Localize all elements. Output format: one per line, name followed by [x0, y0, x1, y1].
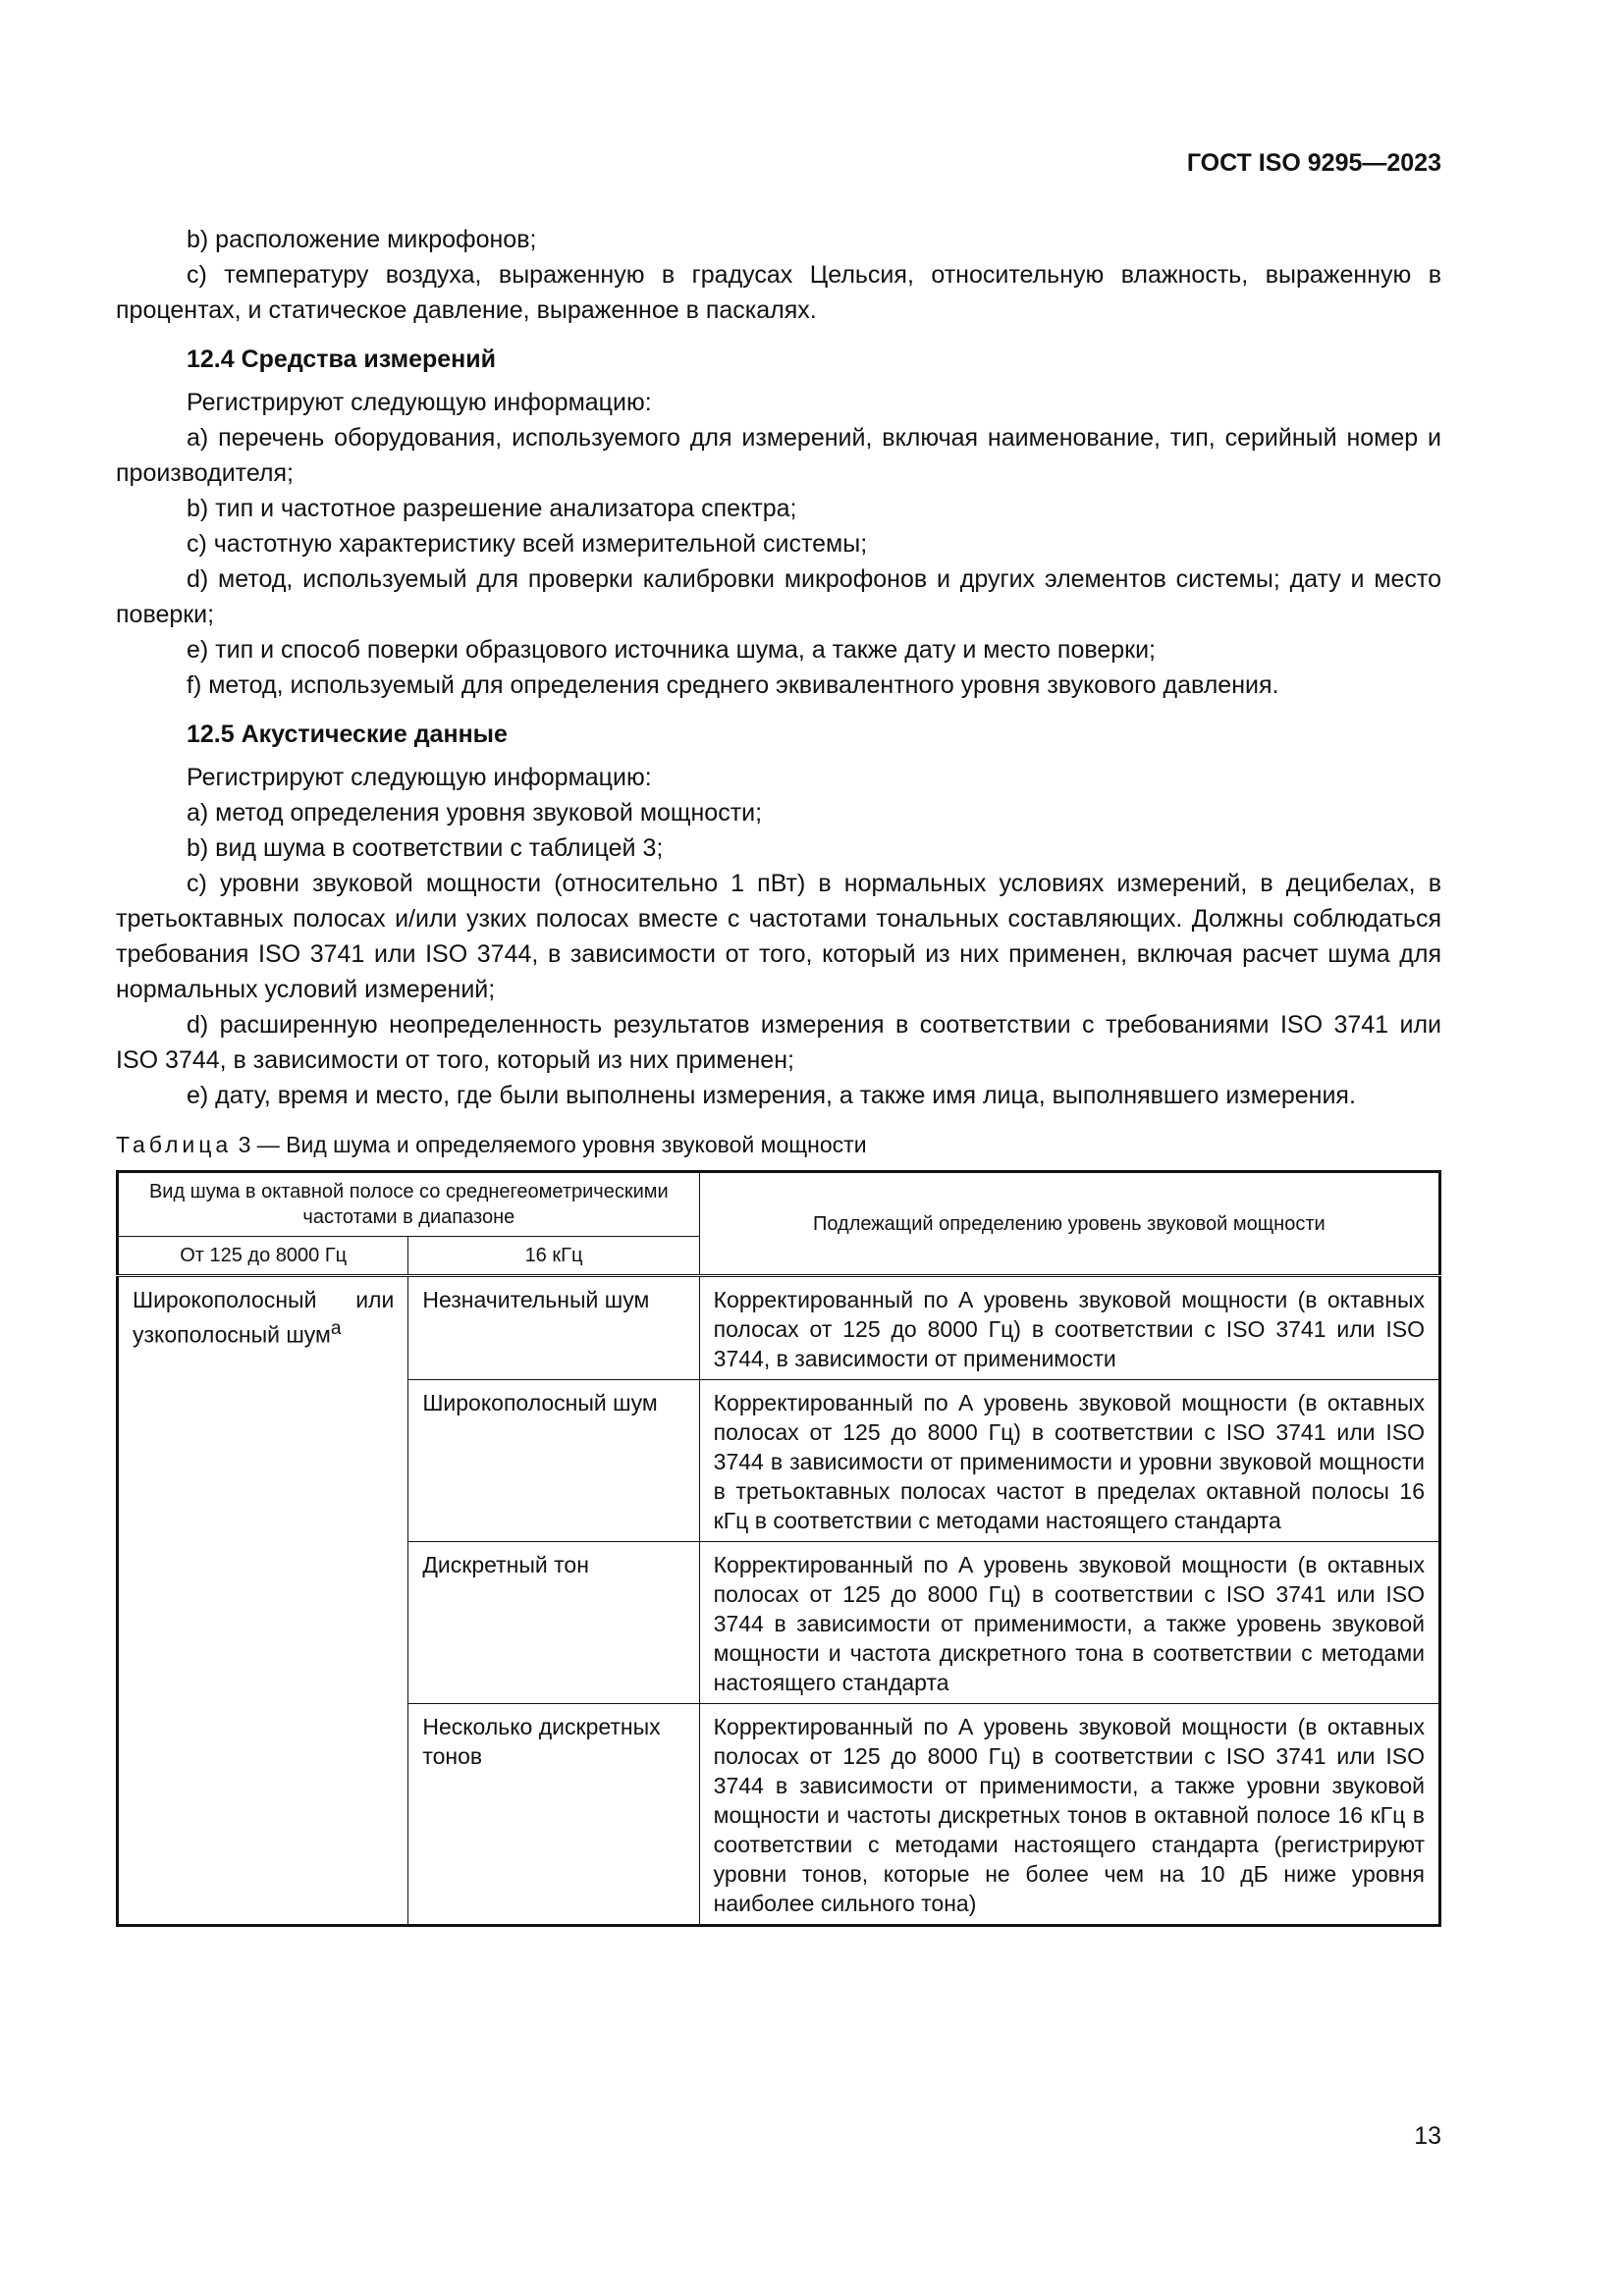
list-item: b) расположение микрофонов; [187, 226, 537, 253]
document-body [116, 222, 1441, 1927]
header-16khz: 16 кГц [408, 1237, 699, 1276]
page-number: 13 [1414, 2122, 1441, 2150]
cell-noise-type: Несколько дискретных тонов [408, 1704, 699, 1926]
section-intro: Регистрируют следующую информацию: [187, 389, 652, 416]
cell-broadband-narrowband [118, 1276, 408, 1926]
table-header-row [118, 1172, 1440, 1237]
document-code-header: ГОСТ ISO 9295—2023 [1186, 149, 1441, 177]
noise-type-table [116, 1170, 1441, 1927]
list-item: c) частотную характеристику всей измерительной системы; [187, 530, 868, 558]
table-caption [116, 1127, 1441, 1162]
list-item: b) тип и частотное разрешение анализатора спектра; [187, 495, 797, 522]
section-heading-12-5: 12.5 Акустические данные [187, 721, 508, 748]
cell-broadband-text: Широкополосный или узкополосный шум [133, 1287, 395, 1348]
table-row [118, 1276, 1440, 1380]
cell-noise-type: Незначительный шум [408, 1276, 699, 1380]
list-item: c) температуру воздуха, выраженную в градусах Цельсия, относительную влажность, выраженную в процентах, и статическое давление, выраженное в паскалях. [116, 261, 1441, 324]
cell-description: Корректированный по А уровень звуковой мощности (в октавных полосах от 125 до 8000 Гц) в соответствии с ISO 3741 или ISO 3744 в зависимости от применимости и уровни звуковой мощности в третьоктавных полосах частот в пределах октавной полосы 16 кГц в соответствии с методами настоящего стандарта [699, 1380, 1439, 1542]
list-item: d) метод, используемый для проверки калибровки микрофонов и других элементов системы; дату и место поверки; [116, 565, 1441, 628]
section-intro: Регистрируют следующую информацию: [187, 764, 652, 791]
header-125-8000: От 125 до 8000 Гц [118, 1237, 408, 1276]
list-item: a) перечень оборудования, используемого для измерений, включая наименование, тип, серийный номер и производителя; [116, 424, 1441, 487]
list-item: e) дату, время и место, где были выполнены измерения, а также имя лица, выполнявшего измерения. [187, 1082, 1356, 1109]
cell-description: Корректированный по А уровень звуковой мощности (в октавных полосах от 125 до 8000 Гц) в соответствии с ISO 3741 или ISO 3744, в зависимости от применимости [699, 1276, 1439, 1380]
cell-noise-type: Широкополосный шум [408, 1380, 699, 1542]
list-item: b) вид шума в соответствии с таблицей 3; [187, 834, 664, 862]
cell-noise-type: Дискретный тон [408, 1542, 699, 1704]
header-sound-power-level: Подлежащий определению уровень звуковой мощности [699, 1172, 1439, 1276]
list-item: d) расширенную неопределенность результатов измерения в соответствии с требованиями ISO 3741 или ISO 3744, в зависимости от того, который из них применен; [116, 1011, 1441, 1074]
cell-description: Корректированный по А уровень звуковой мощности (в октавных полосах от 125 до 8000 Гц) в соответствии с ISO 3741 или ISO 3744 в зависимости от применимости, а также уровень звуковой мощности и частота дискретного тона в соответствии с методами настоящего стандарта [699, 1542, 1439, 1704]
list-item: e) тип и способ поверки образцового источника шума, а также дату и место поверки; [187, 636, 1156, 664]
list-item: c) уровни звуковой мощности (относительно 1 пВт) в нормальных условиях измерений, в децибелах, в третьоктавных полосах и/или узких полосах вместе с частотами тональных составляющих. Должны соблюдаться требования ISO 3741 или ISO 3744, в зависимости от того, который из них применен, включая расчет шума для нормальных условий измерений; [116, 870, 1441, 1003]
section-heading-12-4: 12.4 Средства измерений [187, 346, 496, 373]
table-caption-label: Таблица [116, 1132, 233, 1157]
cell-description: Корректированный по А уровень звуковой мощности (в октавных полосах от 125 до 8000 Гц) в соответствии с ISO 3741 или ISO 3744 в зависимости от применимости, а также уровни звуковой мощности и частоты дискретных тонов в октавной полосе 16 кГц в соответствии с методами настоящего стандарта (регистрируют уровни тонов, которые не более чем на 10 дБ ниже уровня наиболее сильного тона) [699, 1704, 1439, 1926]
table-caption-text: 3 — Вид шума и определяемого уровня звуковой мощности [238, 1132, 867, 1157]
list-item: f) метод, используемый для определения среднего эквивалентного уровня звукового давления. [187, 671, 1279, 699]
header-noise-type-group: Вид шума в октавной полосе со среднегеометрическими частотами в диапазоне [118, 1172, 700, 1237]
list-item: a) метод определения уровня звуковой мощности; [187, 799, 763, 827]
footnote-marker: a [330, 1318, 342, 1339]
